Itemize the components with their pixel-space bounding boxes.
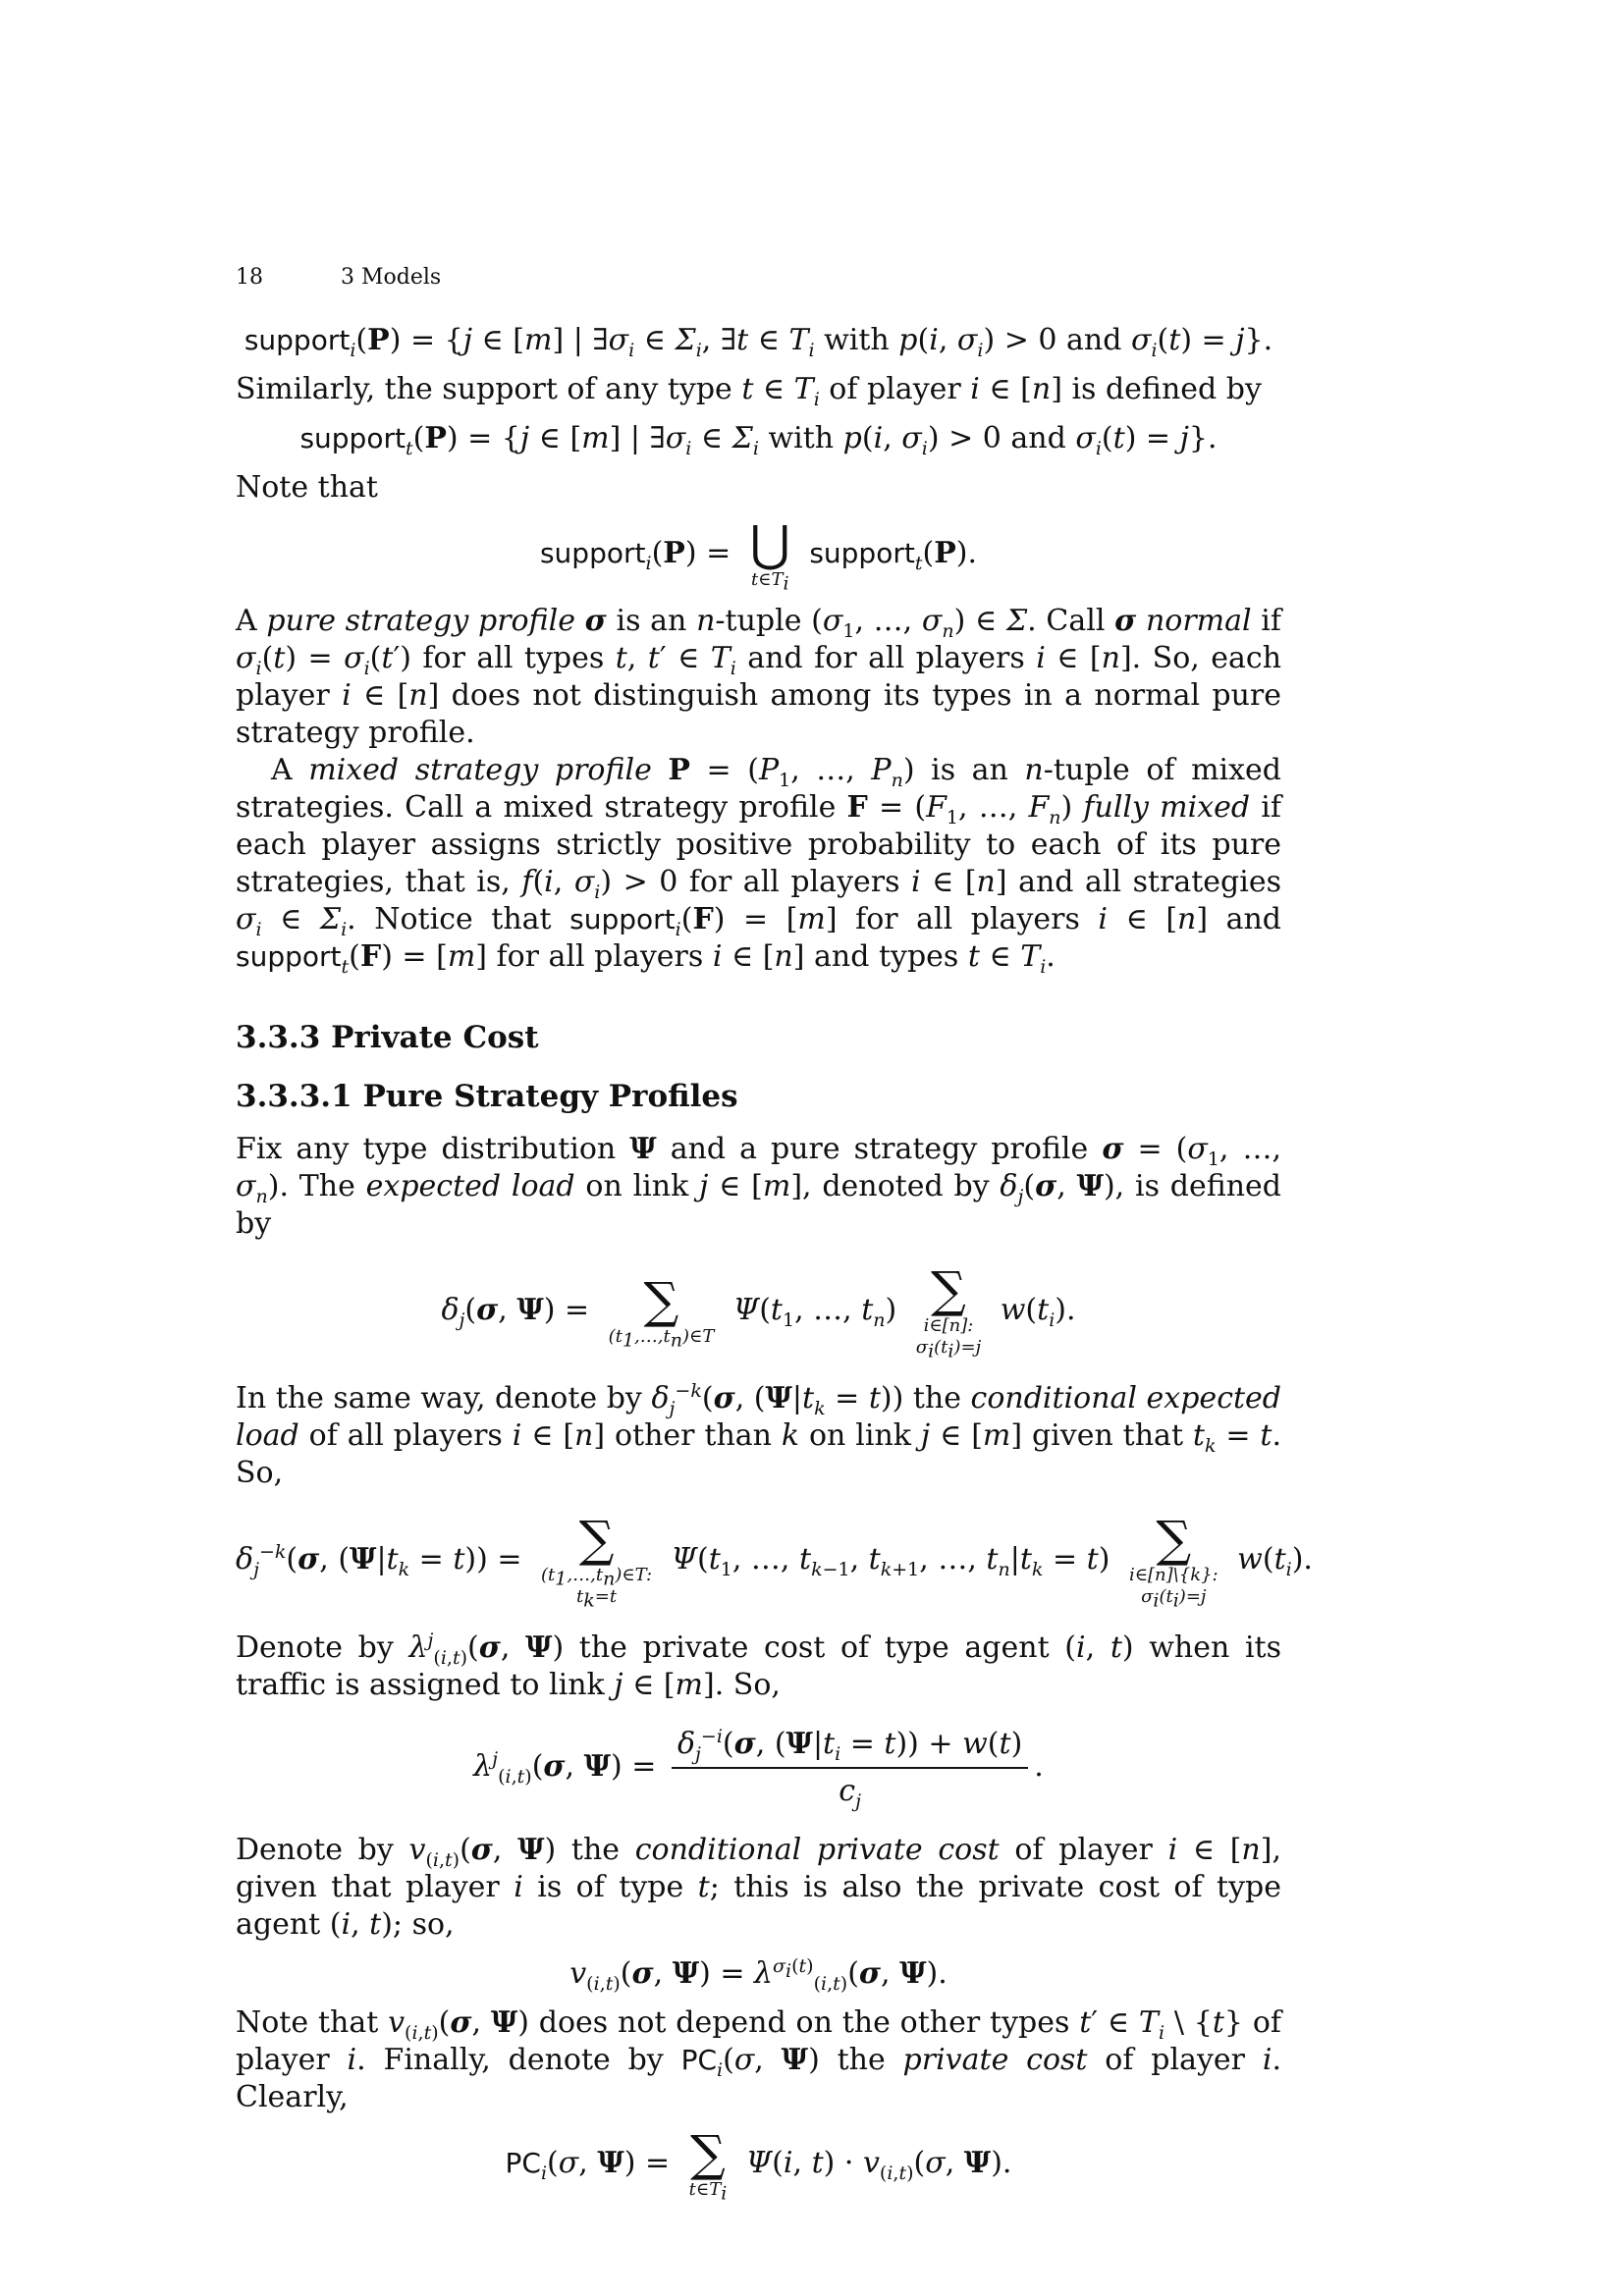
chapter-title: 3 Models [341, 265, 442, 290]
paragraph-note: Note that [236, 470, 378, 505]
paragraph-similarly: Similarly, the support of any type t ∈ $T_i$ of player i ∈ [n] is defined by [236, 372, 1262, 410]
paragraph-denote-lambda: Denote by $\lambda^j_{(i,t)}(\sigma$, Ψ) the private cost of type agent (i, t) when its traffic is assigned to link j ∈ [m]. So, [236, 1629, 1282, 1702]
equation-union: support$_i$(P) = ⋃ $t\in T_i$ support$_t$(P). [539, 515, 978, 595]
paragraph-denote-v: Denote by $v_{(i,t)}(\sigma$, Ψ) the conditional private cost of player i ∈ [n], given that player i is of type t; this is also the private cost of type agent (i, t); so, [236, 1833, 1281, 1942]
paragraph-fix: Fix any type distribution Ψ and a pure strategy profile $\sigma = (\sigma_1$, …, $\sigma_n$). The expected load on link j ∈ [m], denoted by $\delta_j(\sigma$, Ψ), is defined by [236, 1132, 1282, 1241]
equation-support-type: support$_t$(P) = {j ∈ [m] | $\exists\sigma_i$ ∈ $\Sigma_i$ with p(i, $\sigma_i) > 0$ and $\sigma_i(t) = j$}. [299, 421, 1218, 459]
equation-conditional-load: $\delta_j^{-k}(\sigma$, $(\Psi|t_k = t)$) = ∑ $(t_1,\dots,t_n)\in T$: $t_k=t$ $\Psi(t_1$, …, $t_{k-1}$, $t_{k+1}$, …, $t_n|t_k = t$) ∑ i∈[n]\{k}: $\sigma_i(t_i)=j$ $w(t_i)$. [236, 1511, 1313, 1612]
equation-support-player: support$_i$(P) = {j ∈ [m] | $\exists\sigma_i$ ∈ $\Sigma_i$, ∃t ∈ $T_i$ with p(i, $\sigma_i) > 0$ and $\sigma_i(t) = j$}. [244, 323, 1273, 361]
subsection-title: 3.3.3.1 Pure Strategy Profiles [236, 1079, 738, 1114]
paragraph-pure-profile: A pure strategy profile σ is an n-tuple ($\sigma_1$, …, $\sigma_n$) ∈ Σ. Call σ normal if $\sigma_i(t) = \sigma_i(t')$ for all types t, t′ ∈ $T_i$ and for all players i ∈ [n]. So, each player i ∈ [n] does not distinguish among its types in a normal pure strategy profile. [236, 604, 1282, 750]
paragraph-conditional: In the same way, denote by $\delta_j^{-k}(\sigma$, $(\Psi|t_k = t)$) the conditional expected load of all players i ∈ [n] other than k on link j ∈ [m] given that $t_k = t$. So, [236, 1380, 1282, 1490]
paragraph-mixed-profile: A mixed strategy profile $P = (P_1$, …, $P_n$) is an n-tuple of mixed strategies. Call a mixed strategy profile $F = (F_1$, …, $F_n$) fully mixed if each player assigns strictly positive probability to each of its pure strategies, that is, f(i, $\sigma_i) > 0$ for all players i ∈ [n] and all strategies $\sigma_i$ ∈ $\Sigma_i$. Notice that support$_i$(F) = [m] for all players i ∈ [n] and support$_t$(F) = [m] for all players i ∈ [n] and types t ∈ $T_i$. [236, 753, 1282, 978]
equation-expected-load: $\delta_j(\sigma$, Ψ) = ∑ $(t_1,\dots,t_n)\in T$ $\Psi(t_1$, …, $t_n$) ∑ i∈[n]: $\sigma_i(t_i)=j$ $w(t_i)$. [441, 1261, 1076, 1362]
running-header [236, 265, 1281, 291]
equation-v: $v_{(i,t)}(\sigma$, $\Psi) = \lambda^{\sigma_i(t)}_{(i,t)}(\sigma$, Ψ). [569, 1955, 947, 1995]
paragraph-final: Note that $v_{(i,t)}(\sigma$, Ψ) does not depend on the other types t′ ∈ $T_i$ \ {t} of player i. Finally, denote by $PC_i(\sigma$, Ψ) the private cost of player i. Clearly, [236, 2005, 1281, 2114]
page-number: 18 [236, 265, 263, 290]
equation-private-cost: $PC_i(\sigma$, Ψ) = ∑ $t\in T_i$ Ψ(i, $t) \cdot v_{(i,t)}(\sigma$, Ψ). [505, 2125, 1012, 2205]
equation-lambda: $\lambda^j_{(i,t)}(\sigma$, Ψ) = $\frac{\delta_j^{-i}(\sigma, (\Psi|t_i = t)) + w(t)}{c_j}$ . [473, 1726, 1044, 1812]
section-title: 3.3.3 Private Cost [236, 1020, 539, 1055]
page-content [236, 265, 1313, 2213]
